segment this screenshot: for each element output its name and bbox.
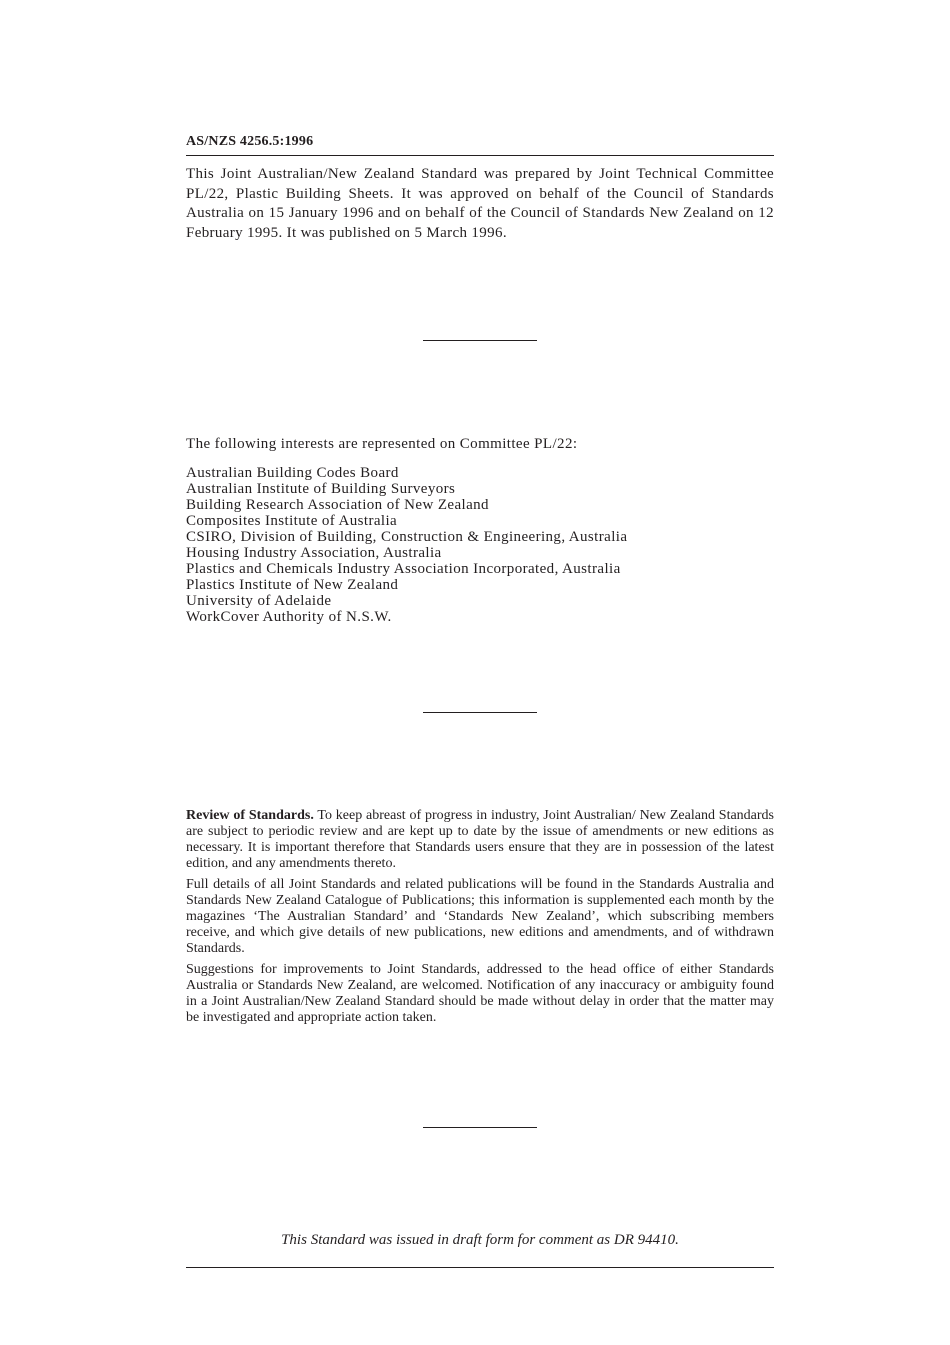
interest-item: Plastics Institute of New Zealand <box>186 577 399 593</box>
interest-item: Plastics and Chemicals Industry Association Incorporated, Australia <box>186 561 621 577</box>
review-paragraph-2: Full details of all Joint Standards and related publications will be found in the Standards Australia and Standards New Zealand Catalogue of Publications; this information is supplemented each month by the magazines ‘The Australian Standard’ and ‘Standards New Zealand’, which subscribing members receive, and which give details of new publications, new editions and amendments, and of withdrawn Standards. <box>186 877 774 956</box>
review-text-1: To keep abreast of progress in industry, Joint Australian/ New Zealand Standards are subject to periodic review and are kept up to date by the issue of amendments or new editions as necessary. It is important therefore that Standards users ensure that they are in possession of the latest edition, and any amendments thereto. <box>186 808 774 871</box>
review-heading: Review of Standards. <box>186 808 314 823</box>
interest-item: Australian Institute of Building Surveyors <box>186 481 456 497</box>
interest-item: Composites Institute of Australia <box>186 513 398 529</box>
interest-item: Building Research Association of New Zealand <box>186 497 489 513</box>
section-divider <box>423 1127 537 1128</box>
section-divider <box>423 340 537 341</box>
preparation-paragraph: This Joint Australian/New Zealand Standard was prepared by Joint Technical Committee PL/22, Plastic Building Sheets. It was approved on behalf of the Council of Standards Australia on 15 January 1996 and on behalf of the Council of Standards New Zealand on 12 February 1995. It was published on 5 March 1996. <box>186 166 774 241</box>
interests-list <box>186 465 627 625</box>
header-rule <box>186 155 774 156</box>
interest-item: Australian Building Codes Board <box>186 465 399 481</box>
interest-item: University of Adelaide <box>186 593 332 609</box>
review-paragraph-1 <box>186 808 774 872</box>
document-page <box>186 0 774 1345</box>
review-paragraph-3: Suggestions for improvements to Joint Standards, addressed to the head office of either Standards Australia or Standards New Zealand, are welcomed. Notification of any inaccuracy or ambiguity found in a Joint Australian/New Zealand Standard should be made without delay in order that the matter may be investigated and appropriate action taken. <box>186 962 774 1025</box>
review-section <box>186 808 774 1031</box>
interests-intro: The following interests are represented on Committee PL/22: <box>186 436 578 452</box>
standard-number: AS/NZS 4256.5:1996 <box>186 134 314 149</box>
interest-item: WorkCover Authority of N.S.W. <box>186 609 392 625</box>
footer-rule <box>186 1267 774 1268</box>
section-divider <box>423 712 537 713</box>
interest-item: CSIRO, Division of Building, Construction & Engineering, Australia <box>186 529 628 545</box>
draft-note: This Standard was issued in draft form for comment as DR 94410. <box>281 1232 679 1248</box>
interest-item: Housing Industry Association, Australia <box>186 545 442 561</box>
